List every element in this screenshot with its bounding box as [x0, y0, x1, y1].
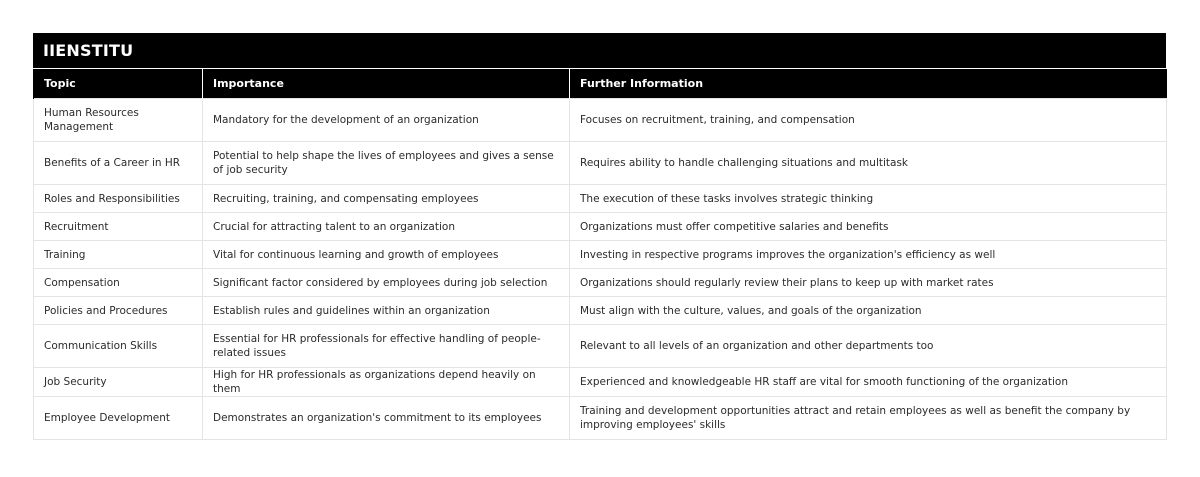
hr-topics-table-container	[33, 33, 1166, 440]
table-row	[34, 325, 1167, 368]
cell-topic: Employee Development	[34, 397, 203, 440]
cell-importance: Essential for HR professionals for effective handling of people-related issues	[203, 325, 570, 368]
cell-importance: Crucial for attracting talent to an organization	[203, 213, 570, 241]
cell-further-information: Organizations should regularly review their plans to keep up with market rates	[570, 269, 1167, 297]
cell-topic: Communication Skills	[34, 325, 203, 368]
cell-topic: Compensation	[34, 269, 203, 297]
column-header-importance: Importance	[203, 69, 570, 99]
cell-topic: Roles and Responsibilities	[34, 185, 203, 213]
cell-importance: Significant factor considered by employees during job selection	[203, 269, 570, 297]
table-row	[34, 397, 1167, 440]
column-header-topic: Topic	[34, 69, 203, 99]
table-row	[34, 368, 1167, 397]
cell-further-information: Training and development opportunities attract and retain employees as well as benefit the company by improving employees' skills	[570, 397, 1167, 440]
cell-topic: Human Resources Management	[34, 99, 203, 142]
column-header-further-information: Further Information	[570, 69, 1167, 99]
cell-importance: Demonstrates an organization's commitment to its employees	[203, 397, 570, 440]
cell-further-information: Investing in respective programs improves the organization's efficiency as well	[570, 241, 1167, 269]
cell-further-information: Requires ability to handle challenging situations and multitask	[570, 142, 1167, 185]
table-row	[34, 99, 1167, 142]
table-row	[34, 241, 1167, 269]
cell-topic: Recruitment	[34, 213, 203, 241]
table-row	[34, 142, 1167, 185]
cell-further-information: Experienced and knowledgeable HR staff are vital for smooth functioning of the organization	[570, 368, 1167, 397]
cell-further-information: Organizations must offer competitive salaries and benefits	[570, 213, 1167, 241]
cell-topic: Training	[34, 241, 203, 269]
cell-importance: High for HR professionals as organizations depend heavily on them	[203, 368, 570, 397]
cell-topic: Job Security	[34, 368, 203, 397]
cell-importance: Recruiting, training, and compensating employees	[203, 185, 570, 213]
cell-topic: Benefits of a Career in HR	[34, 142, 203, 185]
cell-importance: Establish rules and guidelines within an organization	[203, 297, 570, 325]
cell-further-information: The execution of these tasks involves strategic thinking	[570, 185, 1167, 213]
cell-topic: Policies and Procedures	[34, 297, 203, 325]
cell-further-information: Focuses on recruitment, training, and compensation	[570, 99, 1167, 142]
table-header-row	[34, 69, 1167, 99]
table-row	[34, 213, 1167, 241]
cell-importance: Potential to help shape the lives of employees and gives a sense of job security	[203, 142, 570, 185]
cell-importance: Vital for continuous learning and growth of employees	[203, 241, 570, 269]
brand-title: IIENSTITU	[43, 41, 134, 60]
table-row	[34, 185, 1167, 213]
cell-further-information: Must align with the culture, values, and goals of the organization	[570, 297, 1167, 325]
table-row	[34, 269, 1167, 297]
hr-topics-table	[33, 68, 1167, 440]
cell-importance: Mandatory for the development of an organization	[203, 99, 570, 142]
cell-further-information: Relevant to all levels of an organization and other departments too	[570, 325, 1167, 368]
brand-header	[33, 33, 1166, 68]
table-row	[34, 297, 1167, 325]
